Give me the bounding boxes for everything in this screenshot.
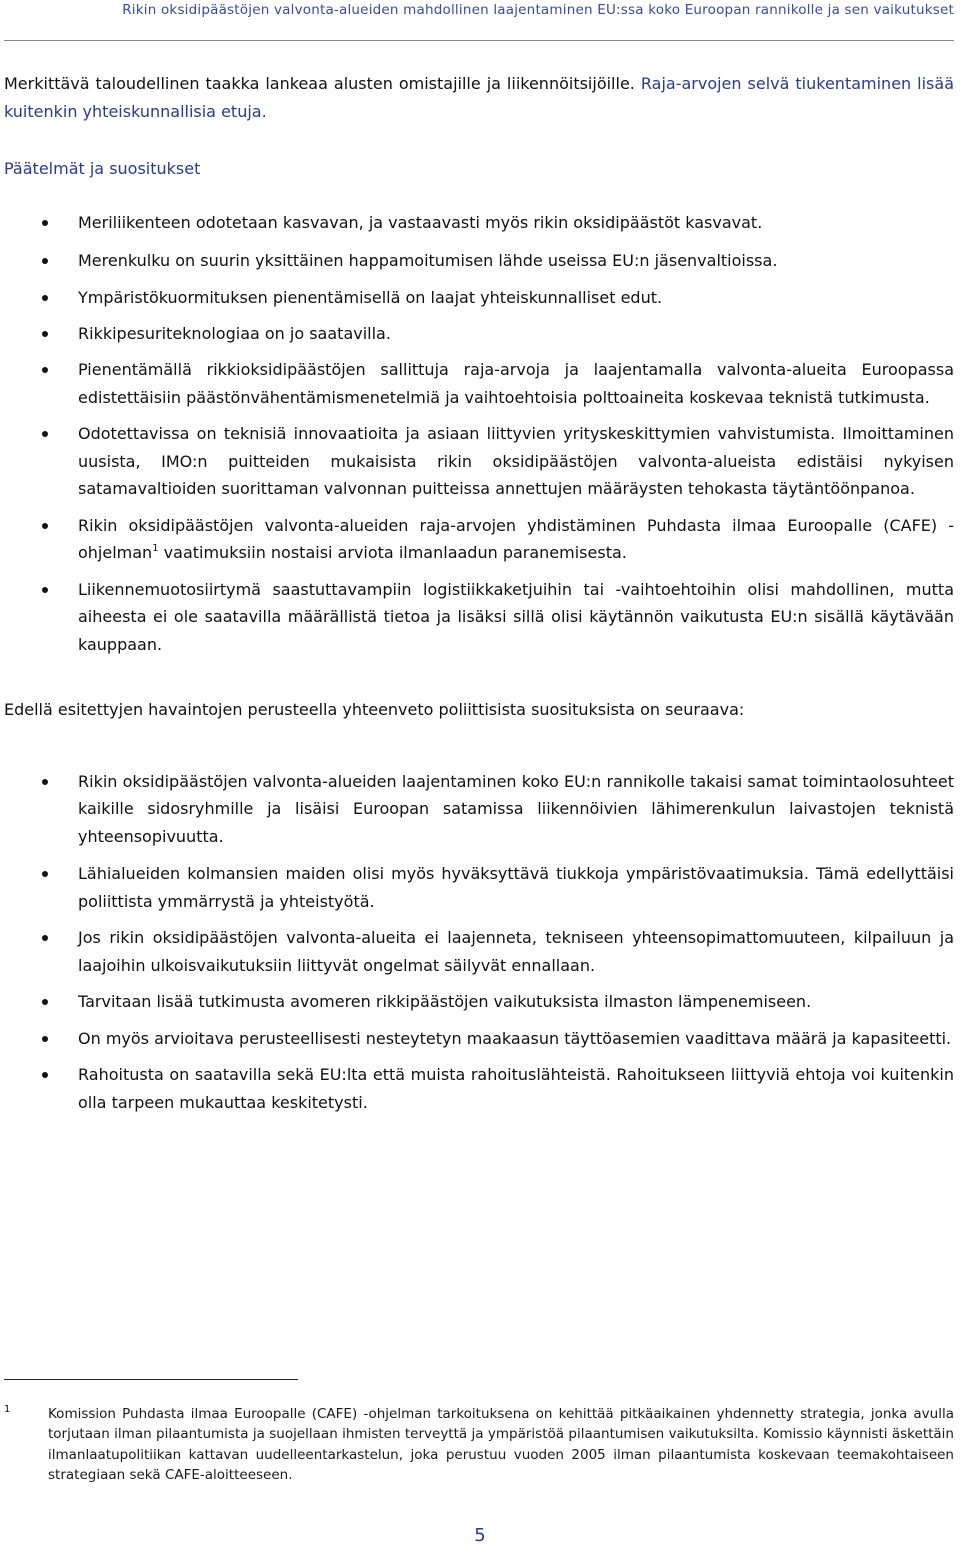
summary-intro: Edellä esitettyjen havaintojen perusteella yhteenveto poliittisista suosituksista on seuraava: bbox=[4, 700, 745, 719]
list-item: Ympäristökuormituksen pienentämisellä on laajat yhteiskunnalliset edut. bbox=[4, 284, 954, 312]
list-item: Rahoitusta on saatavilla sekä EU:lta että muista rahoituslähteistä. Rahoitukseen liittyviä ehtoja voi kuitenkin olla tarpeen mukauttaa keskitetysti. bbox=[4, 1061, 954, 1116]
list-item: Pienentämällä rikkioksidipäästöjen sallittuja raja-arvoja ja laajentamalla valvonta-alueita Euroopassa edistettäisiin päästönvähentämismenetelmiä ja vaihtoehtoisia polttoaineita koskevaa teknistä tutkimusta. bbox=[4, 356, 954, 411]
list-item: Merenkulku on suurin yksittäinen happamoitumisen lähde useissa EU:n jäsenvaltioissa. bbox=[4, 247, 954, 275]
list-item: Jos rikin oksidipäästöjen valvonta-alueita ei laajenneta, tekniseen yhteensopimattomuuteen, kilpailuun ja laajoihin ulkoisvaikutuksiin liittyvät ongelmat säilyvät ennallaan. bbox=[4, 924, 954, 979]
cafe-text-before: Rikin oksidipäästöjen valvonta-alueiden raja-arvojen yhdistäminen Puhdasta ilmaa Euroopalle (CAFE) -ohjelman bbox=[78, 515, 954, 562]
list-item: Lähialueiden kolmansien maiden olisi myös hyväksyttävä tiukkoja ympäristövaatimuksia. Tämä edellyttäisi poliittista ymmärrystä ja yhteistyötä. bbox=[4, 860, 954, 915]
intro-paragraph bbox=[4, 70, 954, 125]
footnote bbox=[4, 1404, 954, 1486]
footnote-divider bbox=[4, 1379, 298, 1380]
cafe-text-after: vaatimuksiin nostaisi arviota ilmanlaadun paranemisesta. bbox=[163, 543, 627, 562]
intro-sentence-2: Raja-arvojen selvä tiukentaminen lisää kuitenkin yhteiskunnallisia etuja. bbox=[4, 74, 954, 121]
header-divider bbox=[4, 40, 954, 41]
list-item: Rikin oksidipäästöjen valvonta-alueiden laajentaminen koko EU:n rannikolle takaisi samat toimintaolosuhteet kaikille sidosryhmille ja lisäisi Euroopan satamissa liikennöivien lähimerenkulun laivastojen teknistä yhteensopivuutta. bbox=[4, 768, 954, 851]
page-number: 5 bbox=[474, 1525, 486, 1546]
conclusions-list bbox=[4, 209, 954, 658]
list-item: Rikkipesuriteknologiaa on jo saatavilla. bbox=[4, 320, 954, 348]
intro-sentence-1: Merkittävä taloudellinen taakka lankeaa alusten omistajille ja liikennöitsijöille. bbox=[4, 74, 635, 93]
footnote-reference[interactable]: 1 bbox=[152, 543, 159, 554]
list-item: On myös arvioitava perusteellisesti nesteytetyn maakaasun täyttöasemien vaadittava määrä ja kapasiteetti. bbox=[4, 1025, 954, 1053]
list-item: Odotettavissa on teknisiä innovaatioita ja asiaan liittyvien yrityskeskittymien vahvistumista. Ilmoittaminen uusista, IMO:n puitteiden mukaisista rikin oksidipäästöjen valvonta-alueista edistäisi nykyisen satamavaltioiden suorittaman valvonnan puitteissa annettujen määräysten tehokasta täytäntöönpanoa. bbox=[4, 420, 954, 503]
list-item bbox=[4, 512, 954, 567]
footnote-text: Komission Puhdasta ilmaa Euroopalle (CAFE) -ohjelman tarkoituksena on kehittää pitkäaikainen yhdennetty strategia, jonka avulla torjutaan ilman pilaantumista ja suojellaan ihmisten terveyttä ja ympäristöä pilaantumisen vaikutuksilta. Komissio käynnisti äskettäin ilmanlaatupolitiikan kattavan uudelleentarkastelun, joka perustuu vuoden 2005 ilman pilaantumista koskevaan teemakohtaiseen strategiaan sekä CAFE-aloitteeseen. bbox=[48, 1406, 954, 1484]
page-content bbox=[4, 70, 954, 1116]
list-item: Meriliikenteen odotetaan kasvavan, ja vastaavasti myös rikin oksidipäästöt kasvavat. bbox=[4, 209, 954, 237]
list-item: Liikennemuotosiirtymä saastuttavampiin logistiikkaketjuihin tai -vaihtoehtoihin olisi mahdollinen, mutta aiheesta ei ole saatavilla määrällistä tietoa ja lisäksi sillä olisi käytännön vaikutusta EU:n sisällä käytävään kauppaan. bbox=[4, 576, 954, 659]
section-heading: Päätelmät ja suositukset bbox=[4, 159, 201, 178]
summary-list bbox=[4, 768, 954, 1117]
list-item: Tarvitaan lisää tutkimusta avomeren rikkipäästöjen vaikutuksista ilmaston lämpenemiseen. bbox=[4, 988, 954, 1016]
footnote-number: 1 bbox=[4, 1404, 11, 1415]
running-header: Rikin oksidipäästöjen valvonta-alueiden mahdollinen laajentaminen EU:ssa koko Euroopan rannikolle ja sen vaikutukset bbox=[122, 2, 954, 18]
